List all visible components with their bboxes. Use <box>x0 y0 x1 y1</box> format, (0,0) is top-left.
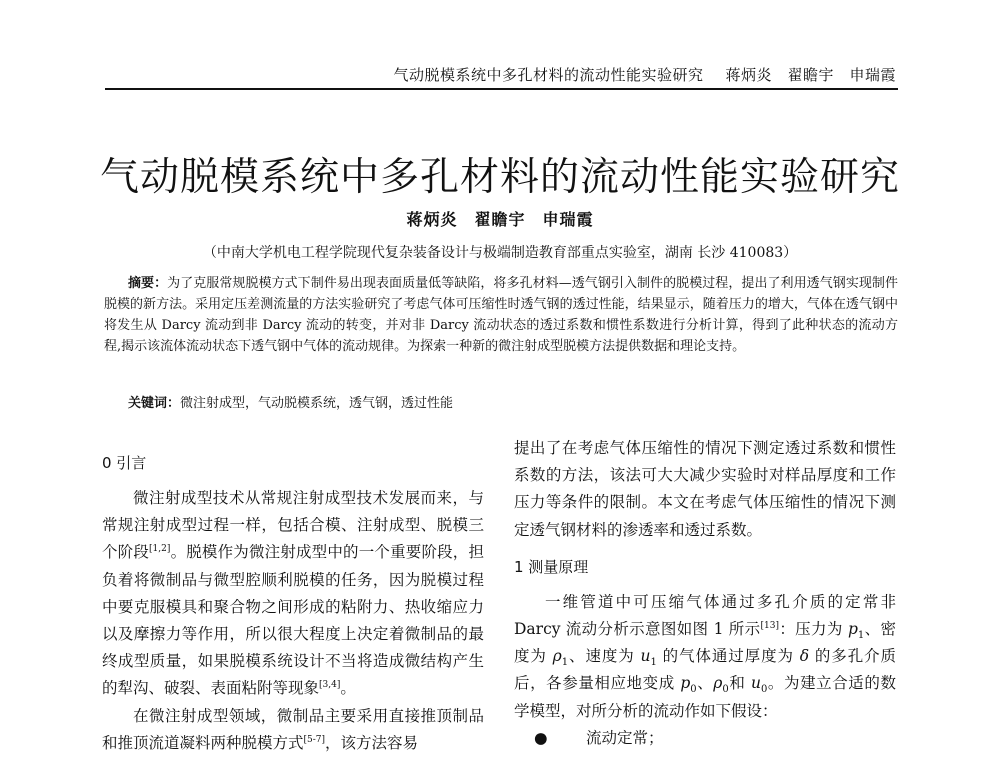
right-paragraph-2 <box>514 589 896 725</box>
subscript: 0 <box>760 684 768 696</box>
text-run: 、速度为 <box>568 647 641 666</box>
citation: [3,4] <box>319 680 341 691</box>
paper-authors: 蒋炳炎 翟瞻宇 申瑞霞 <box>406 210 594 229</box>
paper-affiliation: （中南大学机电工程学院现代复杂装备设计与极端制造教育部重点实验室，湖南 长沙 410083） <box>202 245 798 261</box>
symbol-p: p <box>847 620 858 639</box>
abstract-label: 摘要： <box>128 276 168 291</box>
paper-title: 气动脱模系统中多孔材料的流动性能实验研究 <box>99 155 900 200</box>
text-run: 。 <box>340 679 356 698</box>
citation: [13] <box>760 620 779 631</box>
text-run: ：压力为 <box>778 620 848 639</box>
bullet-icon: ● <box>534 728 548 747</box>
citation: [5-7] <box>303 734 326 745</box>
header-rule <box>105 88 898 90</box>
symbol-p: p <box>680 674 691 693</box>
text-run: 。脱模作为微注射成型中的一个重要阶段，担负着将微制品与微型腔顺利脱模的任务，因为脱模过程中要克服模具和聚合物之间形成的粘附力、热收缩应力以及摩擦力等作用，所以很大程度上决定着微制品的最终成型质量，如果脱模系统设计不当将造成微结构产生的犁沟、破裂、表面粘附等现象 <box>102 543 484 698</box>
right-paragraph-1: 提出了在考虑气体压缩性的情况下测定透过系数和惯性系数的方法，该法可大大减少实验时对样品厚度和工作压力等条件的限制。本文在考虑气体压缩性的情况下测定透气钢材料的渗透率和透过系数。 <box>514 439 896 539</box>
symbol-u: u <box>750 674 761 693</box>
text-run: 、密度为 <box>514 620 896 666</box>
symbol-rho: ρ <box>713 674 723 693</box>
keywords <box>128 392 898 411</box>
text-run: 在微注射成型领域，微制品主要采用直接推顶制品和推顶流道凝料两种脱模方式 <box>102 706 484 752</box>
text-run: 的气体通过厚度为 <box>656 647 800 666</box>
left-column <box>102 448 484 757</box>
symbol-u: u <box>640 647 651 666</box>
running-header-authors: 蒋炳炎 翟瞻宇 申瑞霞 <box>725 66 896 84</box>
assumption-list-item <box>514 725 896 752</box>
subscript: 1 <box>650 657 657 669</box>
text-run: ，该方法容易 <box>325 733 419 752</box>
text-run: 一维管道中可压缩气体通过多孔介质的定常非 Darcy 流动分析示意图如图 1 所示 <box>514 592 896 639</box>
keywords-label: 关键词： <box>128 396 181 411</box>
right-column <box>514 435 896 752</box>
section-heading-introduction: 0 引言 <box>102 454 147 472</box>
running-header-title: 气动脱模系统中多孔材料的流动性能实验研究 <box>393 66 704 84</box>
abstract <box>104 273 898 357</box>
citation: [1,2] <box>149 544 171 555</box>
text-run: 、 <box>696 674 714 693</box>
text-run: 微注射成型技术从常规注射成型技术发展而来，与常规注射成型过程一样，包括合模、注射成型、脱模三个阶段 <box>102 489 484 562</box>
text-run: 的多孔介质后，各参量相应地变成 <box>514 647 896 693</box>
subscript: 1 <box>857 630 865 642</box>
intro-paragraph-2 <box>102 703 484 757</box>
symbol-rho: ρ <box>552 647 562 666</box>
keywords-text: 微注射成型，气动脱模系统，透气钢，透过性能 <box>180 396 454 411</box>
assumption-text: 流动定常； <box>586 728 664 747</box>
section-heading-principle: 1 测量原理 <box>514 557 589 576</box>
abstract-text: 为了克服常规脱模方式下制件易出现表面质量低等缺陷，将多孔材料—透气钢引入制件的脱模过程，提出了利用透气钢实现制件脱模的新方法。采用定压差测流量的方法实验研究了考虑气体可压缩性时透气钢的透过性能，结果显示，随着压力的增大，气体在透气钢中将发生从 Darcy 流动到非 Darcy 流动的转变，并对非 Darcy 流动状态的透过系数和惯性系数进行分析计算，得到了此种状态的流动方程,揭示该流体流动状态下透气钢中气体的流动规律。为探索一种新的微注射成型脱模方法提供数据和理论支持。 <box>104 276 898 354</box>
text-run: 。为建立合适的数学模型，对所分析的流动作如下假设： <box>514 674 896 720</box>
subscript: 0 <box>722 684 729 696</box>
symbol-delta: δ <box>799 647 810 666</box>
text-run: 和 <box>728 674 751 693</box>
intro-paragraph-1 <box>102 485 484 703</box>
subscript: 0 <box>690 684 697 696</box>
running-header <box>300 64 896 85</box>
subscript: 1 <box>561 657 569 669</box>
